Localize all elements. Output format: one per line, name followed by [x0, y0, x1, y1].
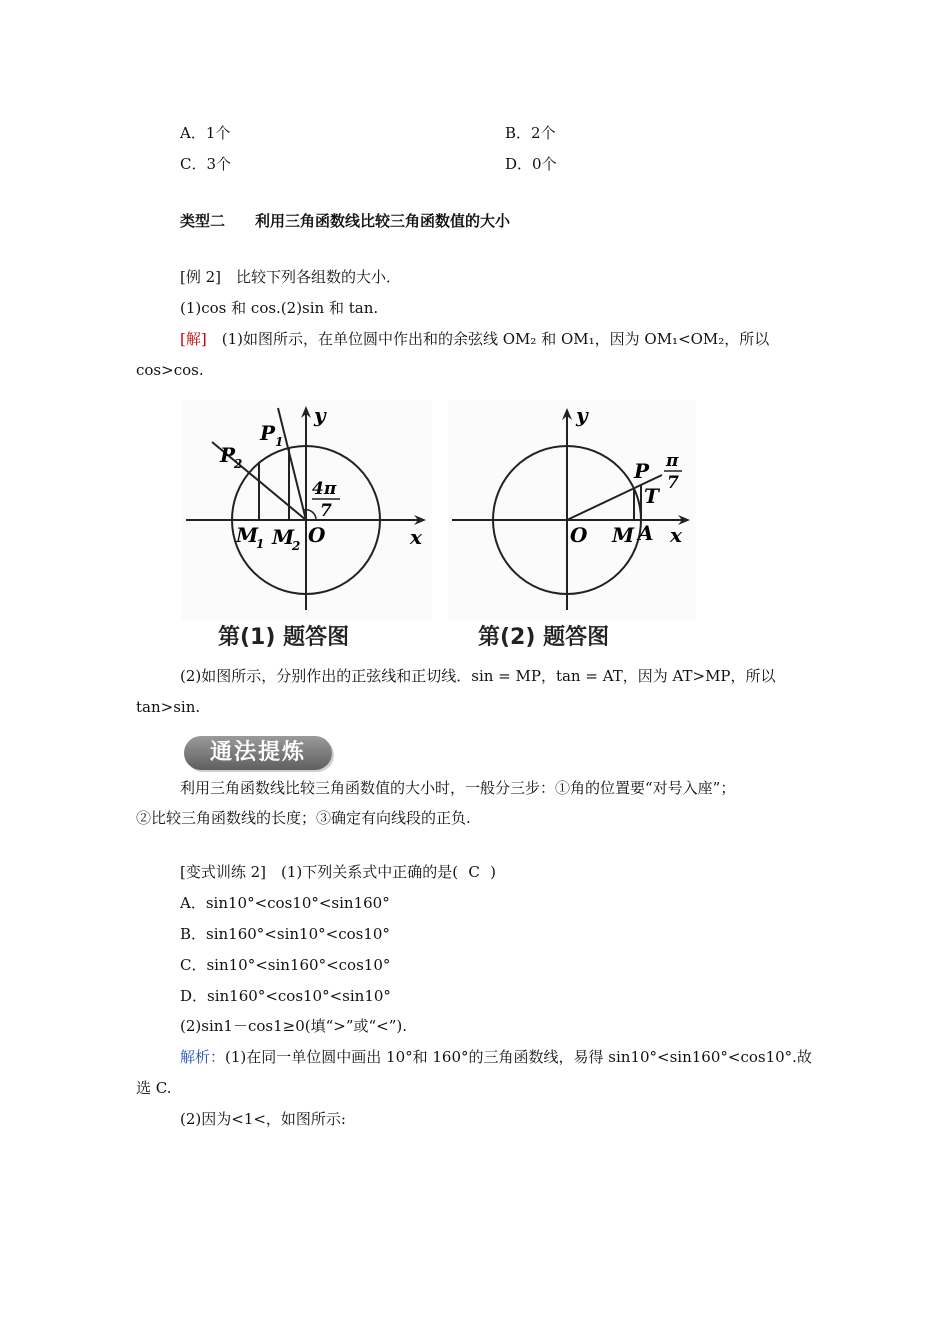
label-m1-sub: 1 — [256, 537, 265, 551]
label-p1: P — [260, 421, 276, 445]
figure-1-caption: 第(1) 题答图 — [218, 625, 350, 650]
variant-option-d: D．sin160°<cos10°<sin10° — [180, 987, 391, 1005]
analysis-text-1: (1)在同一单位圆中画出 10°和 160°的三角函数线，易得 sin10°<sin160°<cos10°.故 — [225, 1048, 812, 1066]
analysis-line-2: 选 C. — [136, 1079, 172, 1097]
label-o: O — [308, 523, 326, 547]
variant-head: [变式训练 2] (1)下列关系式中正确的是( — [180, 863, 459, 881]
figure-1-unit-circle — [182, 400, 432, 620]
option-d: D．0个 — [505, 155, 557, 173]
variant-head-end: ) — [490, 863, 496, 881]
label-p: P — [634, 459, 650, 483]
angle-numerator: π — [666, 451, 679, 471]
label-t: T — [644, 484, 659, 508]
option-c: C．3个 — [180, 155, 232, 173]
variant-question-2: (2)sin1－cos1≥0(填“>”或“<”). — [180, 1017, 408, 1035]
label-m: M — [612, 523, 635, 547]
label-m2: M — [272, 525, 295, 549]
figure-2-unit-circle — [448, 400, 696, 620]
variant-option-c: C．sin10°<sin160°<cos10° — [180, 956, 391, 974]
method-line-1: 利用三角函数线比较三角函数值的大小时，一般分三步：①角的位置要“对号入座”； — [180, 779, 736, 797]
option-a: A．1个 — [180, 124, 231, 142]
variant-question-1 — [180, 862, 496, 882]
method-line-2: ②比较三角函数线的长度；③确定有向线段的正负. — [136, 809, 471, 827]
method-badge: 通法提炼 — [184, 736, 332, 770]
variant-answer: C — [468, 863, 480, 881]
analysis-tag: 解析： — [180, 1048, 226, 1066]
angle-denominator: 7 — [320, 501, 332, 521]
label-p2: P — [220, 443, 236, 467]
variant-option-a: A．sin10°<cos10°<sin160° — [180, 894, 390, 912]
angle-numerator: 4π — [312, 479, 337, 499]
solution-text-1: (1)如图所示，在单位圆中作出和的余弦线 OM₂ 和 OM₁，因为 OM₁<OM₂，所以 — [221, 330, 770, 348]
label-y: y — [576, 403, 588, 427]
label-x: x — [670, 523, 682, 547]
option-b: B．2个 — [505, 124, 556, 142]
solution-line-2: cos>cos. — [136, 361, 204, 379]
solution-tag: [解] — [180, 330, 207, 348]
label-x: x — [410, 525, 422, 549]
label-p2-sub: 2 — [234, 457, 243, 471]
label-o: O — [570, 523, 588, 547]
variant-option-b: B．sin160°<sin10°<cos10° — [180, 925, 390, 943]
label-p1-sub: 1 — [275, 435, 284, 449]
label-m2-sub: 2 — [292, 539, 301, 553]
example-items: (1)cos 和 cos.(2)sin 和 tan. — [180, 299, 379, 317]
solution-part2-line-1: (2)如图所示，分别作出的正弦线和正切线．sin = MP，tan = AT，因为 AT>MP，所以 — [180, 667, 776, 685]
label-a: A — [638, 521, 654, 545]
figure-2-caption: 第(2) 题答图 — [478, 625, 610, 650]
analysis-line-3: (2)因为<1<，如图所示: — [180, 1110, 346, 1128]
solution-part2-line-2: tan>sin. — [136, 698, 201, 716]
analysis-line-1 — [180, 1047, 812, 1067]
solution-line-1 — [180, 329, 769, 349]
section-title: 类型二 利用三角函数线比较三角函数值的大小 — [180, 212, 511, 230]
label-m1: M — [236, 523, 259, 547]
label-y: y — [314, 403, 326, 427]
example-label: [例 2] 比较下列各组数的大小． — [180, 268, 402, 286]
angle-denominator: 7 — [667, 473, 679, 493]
